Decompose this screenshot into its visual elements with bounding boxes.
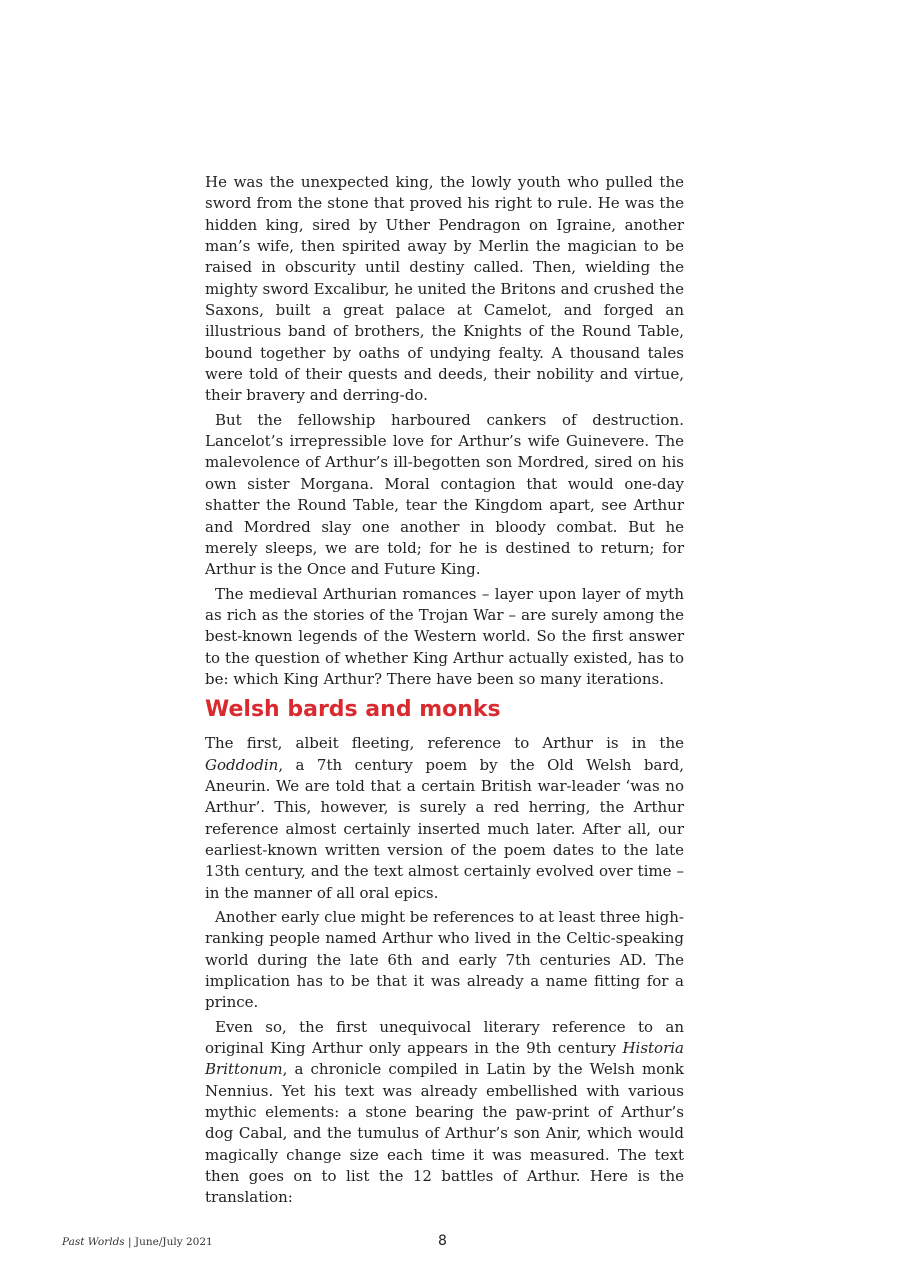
body-paragraph: The medieval Arthurian romances – layer upon layer of myth as rich as the stories of the Trojan War – are surely among the best-known legends of the Western world. So the first answer to the question of whether King Arthur actually existed, has to be: which King Arthur? There have been so many iterations. — [205, 584, 684, 688]
footer-separator: | — [124, 1236, 135, 1248]
page-number: 8 — [438, 1233, 447, 1249]
body-paragraph: But the fellowship harboured cankers of destruction. Lancelot’s irrepressible love for Arthur’s wife Guinevere. The malevolence of Arthur’s ill-begotten son Mordred, sired on his own sister Morgana. Moral contagion that would one-day shatter the Round Table, tear the Kingdom apart, see Arthur and Mordred slay one another in bloody combat. But he merely sleeps, we are told; for he is destined to return; for Arthur is the Once and Future King. — [205, 410, 684, 579]
body-paragraph — [205, 1017, 684, 1209]
issue-date: June/July 2021 — [134, 1236, 213, 1248]
paragraph-text: Even so, the first unequivocal literary reference to an original King Arthur only appears in the 9th century — [205, 1017, 684, 1058]
paragraph-text: , a 7th century poem by the Old Welsh bard, Aneurin. We are told that a certain British war-leader ‘was no Arthur’. This, however, is surely a red herring, the Arthur reference almost certainly inserted much later. After all, our earliest-known written version of the poem dates to the late 13th century, and the text almost certainly evolved over time – in the manner of all oral epics. — [205, 755, 684, 902]
chronicle-title: Historia Brittonum — [205, 1039, 684, 1079]
footer-publication-info — [62, 1236, 213, 1248]
body-paragraph: Another early clue might be references to at least three high-ranking people named Arthur who lived in the Celtic-speaking world during the late 6th and early 7th centuries AD. The implication has to be that it was already a name fitting for a prince. — [205, 908, 684, 1012]
body-paragraph — [205, 733, 684, 904]
paragraph-text: , a chronicle compiled in Latin by the Welsh monk Nennius. Yet his text was already embellished with various mythic elements: a stone bearing the paw-print of Arthur’s dog Cabal, and the tumulus of Arthur’s son Anir, which would magically change size each time it was measured. The text then goes on to list the 12 battles of Arthur. Here is the translation: — [205, 1060, 684, 1207]
poem-title: Goddodin — [205, 755, 279, 774]
publication-name: Past Worlds — [62, 1236, 125, 1248]
section-heading: Welsh bards and monks — [205, 697, 501, 723]
paragraph-text: The first, albeit fleeting, reference to Arthur is in the — [205, 734, 684, 753]
body-paragraph: He was the unexpected king, the lowly youth who pulled the sword from the stone that proved his right to rule. He was the hidden king, sired by Uther Pendragon on Igraine, another man’s wife, then spirited away by Merlin the magician to be raised in obscurity until destiny called. Then, wielding the mighty sword Excalibur, he united the Britons and crushed the Saxons, built a great palace at Camelot, and forged an illustrious band of brothers, the Knights of the Round Table, bound together by oaths of undying fealty. A thousand tales were told of their quests and deeds, their nobility and virtue, their bravery and derring-do. — [205, 173, 684, 405]
article-body — [205, 172, 684, 1212]
